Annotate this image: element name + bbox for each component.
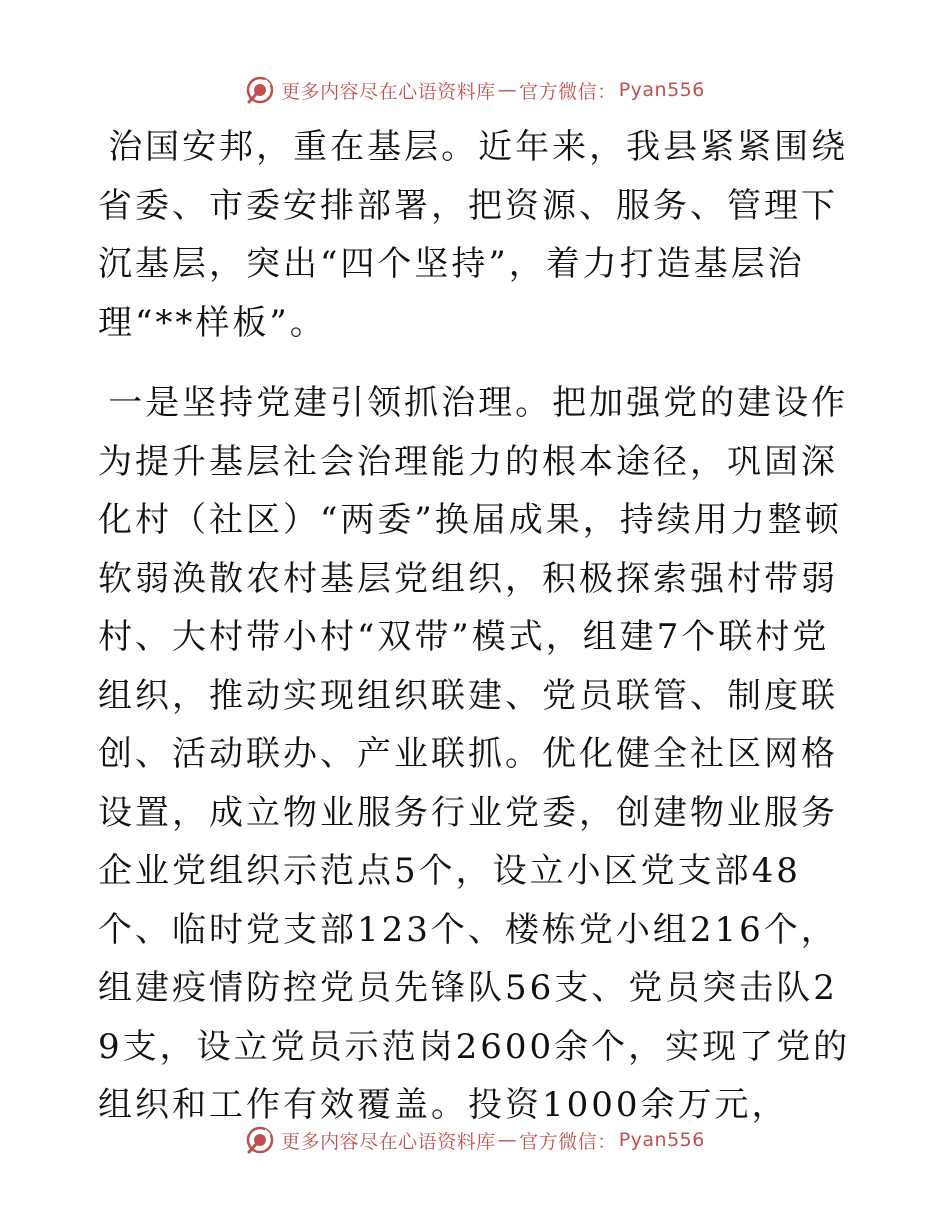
header-wechat-account: Pyan556 <box>618 79 705 101</box>
footer-wechat-account: Pyan556 <box>618 1129 705 1151</box>
header-separator: — <box>497 79 518 101</box>
header-watermark <box>0 70 950 110</box>
paragraph-intro: 治国安邦，重在基层。近年来，我县紧紧围绕省委、市委安排部署，把资源、服务、管理下沉基层，突出“四个坚持”，着力打造基层治理“**样板”。 <box>98 127 849 343</box>
pen-logo-icon <box>245 75 275 105</box>
footer-watermark <box>0 1120 950 1160</box>
document-body <box>98 118 858 1135</box>
footer-wechat-label: 官方微信： <box>519 1130 617 1153</box>
paragraph-party-building: 一是坚持党建引领抓治理。把加强党的建设作为提升基层社会治理能力的根本途径，巩固深化村（社区）“两委”换届成果，持续用力整顿软弱涣散农村基层党组织，积极探索强村带弱村、大村带小村“双带”模式，组建7个联村党组织，推动实现组织联建、党员联管、制度联创、活动联办、产业联抓。优化健全社区网格设置，成立物业服务行业党委，创建物业服务企业党组织示范点5个，设立小区党支部48个、临时党支部123个、楼栋党小组216个，组建疫情防控党员先锋队56支、党员突击队29支，设立党员示范岗2600余个，实现了党的组织和工作有效覆盖。投资1000余万元， <box>98 383 851 1125</box>
header-site-text: 更多内容尽在心语资料库 <box>281 80 496 103</box>
pen-logo-icon <box>245 1125 275 1155</box>
header-wechat-label: 官方微信： <box>519 80 617 103</box>
footer-site-text: 更多内容尽在心语资料库 <box>281 1130 496 1153</box>
footer-separator: — <box>497 1129 518 1151</box>
